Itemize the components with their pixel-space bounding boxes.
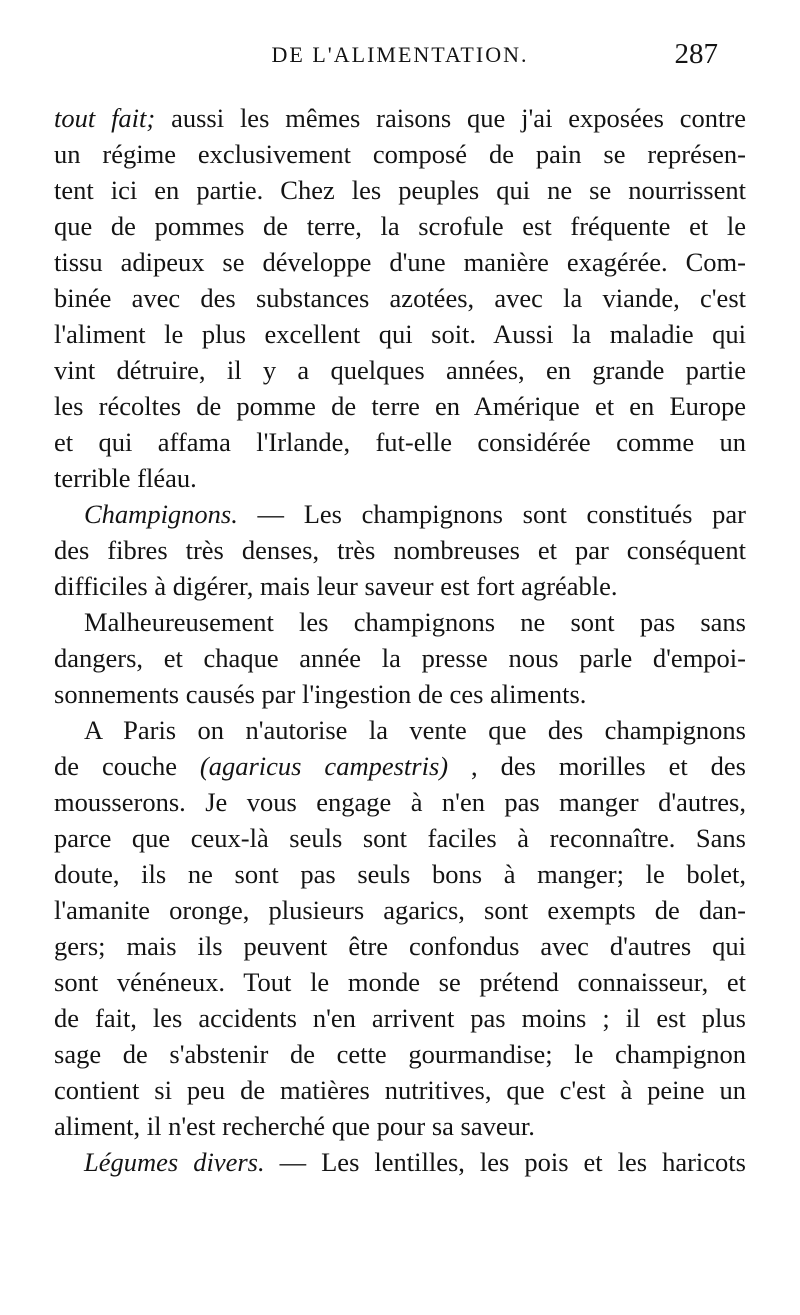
text-line	[54, 280, 746, 316]
text-run: terrible fléau.	[54, 463, 197, 493]
text-line	[54, 856, 746, 892]
text-run: aussi les mêmes raisons que j'ai exposées contre	[155, 103, 746, 133]
text-run: sonnements causés par l'ingestion de ces aliments.	[54, 679, 587, 709]
text-line	[54, 1072, 746, 1108]
text-run: binée avec des substances azotées, avec la viande, c'est	[54, 283, 746, 313]
text-run: vint détruire, il y a quelques années, en grande partie	[54, 355, 746, 385]
text-run: contient si peu de matières nutritives, que c'est à peine un	[54, 1075, 746, 1105]
text-line	[54, 424, 746, 460]
text-run: des fibres très denses, très nombreuses et par conséquent	[54, 535, 746, 565]
text-line	[54, 1036, 746, 1072]
text-run: doute, ils ne sont pas seuls bons à manger; le bolet,	[54, 859, 746, 889]
running-title: DE L'ALIMENTATION.	[271, 42, 529, 67]
text-run: aliment, il n'est recherché que pour sa saveur.	[54, 1111, 535, 1141]
text-run: , des morilles et des	[448, 751, 746, 781]
text-line	[54, 1000, 746, 1036]
text-run: l'aliment le plus excellent qui soit. Aussi la maladie qui	[54, 319, 746, 349]
text-line	[54, 712, 746, 748]
text-run: dangers, et chaque année la presse nous parle d'empoi-	[54, 643, 746, 673]
text-line	[54, 460, 746, 496]
text-line	[54, 892, 746, 928]
text-line	[54, 640, 746, 676]
text-line	[54, 496, 746, 532]
text-line	[54, 100, 746, 136]
text-run: mousserons. Je vous engage à n'en pas manger d'autres,	[54, 787, 746, 817]
text-run: sage de s'abstenir de cette gourmandise; le champignon	[54, 1039, 746, 1069]
running-head	[0, 38, 800, 82]
text-run: tent ici en partie. Chez les peuples qui ne se nourrissent	[54, 175, 746, 205]
text-line	[54, 928, 746, 964]
text-run: l'amanite oronge, plusieurs agarics, sont exempts de dan-	[54, 895, 746, 925]
text-run: les récoltes de pomme de terre en Amérique et en Europe	[54, 391, 746, 421]
text-line	[54, 172, 746, 208]
text-line	[54, 964, 746, 1000]
text-line	[54, 1108, 746, 1144]
text-line	[54, 388, 746, 424]
text-line	[54, 316, 746, 352]
text-line	[54, 748, 746, 784]
italic-run: Légumes divers.	[84, 1147, 265, 1177]
text-run: parce que ceux-là seuls sont faciles à reconnaître. Sans	[54, 823, 746, 853]
text-line	[54, 568, 746, 604]
text-run: de couche	[54, 751, 200, 781]
text-run: difficiles à digérer, mais leur saveur est fort agréable.	[54, 571, 618, 601]
text-line	[54, 820, 746, 856]
text-line	[54, 352, 746, 388]
text-run: A Paris on n'autorise la vente que des champignons	[84, 715, 746, 745]
italic-run: (agaricus campestris)	[199, 751, 449, 781]
text-run: — Les champignons sont constitués par	[237, 499, 746, 529]
text-run: Malheureusement les champignons ne sont pas sans	[84, 607, 746, 637]
text-line	[54, 1144, 746, 1180]
text-line	[54, 208, 746, 244]
text-run: tissu adipeux se développe d'une manière exagérée. Com-	[54, 247, 746, 277]
text-run: — Les lentilles, les pois et les haricots	[264, 1147, 746, 1177]
text-run: gers; mais ils peuvent être confondus avec d'autres qui	[54, 931, 746, 961]
text-line	[54, 532, 746, 568]
text-run: sont vénéneux. Tout le monde se prétend connaisseur, et	[54, 967, 746, 997]
text-line	[54, 676, 746, 712]
italic-run: tout fait;	[54, 103, 156, 133]
body-text	[54, 100, 746, 1180]
text-run: que de pommes de terre, la scrofule est fréquente et le	[54, 211, 746, 241]
italic-run: Champignons.	[84, 499, 238, 529]
text-run: de fait, les accidents n'en arrivent pas moins ; il est plus	[54, 1003, 746, 1033]
text-line	[54, 136, 746, 172]
text-line	[54, 244, 746, 280]
text-line	[54, 784, 746, 820]
text-run: un régime exclusivement composé de pain se représen-	[54, 139, 746, 169]
text-run: et qui affama l'Irlande, fut-elle considérée comme un	[54, 427, 746, 457]
page-number: 287	[674, 38, 718, 70]
text-line	[54, 604, 746, 640]
